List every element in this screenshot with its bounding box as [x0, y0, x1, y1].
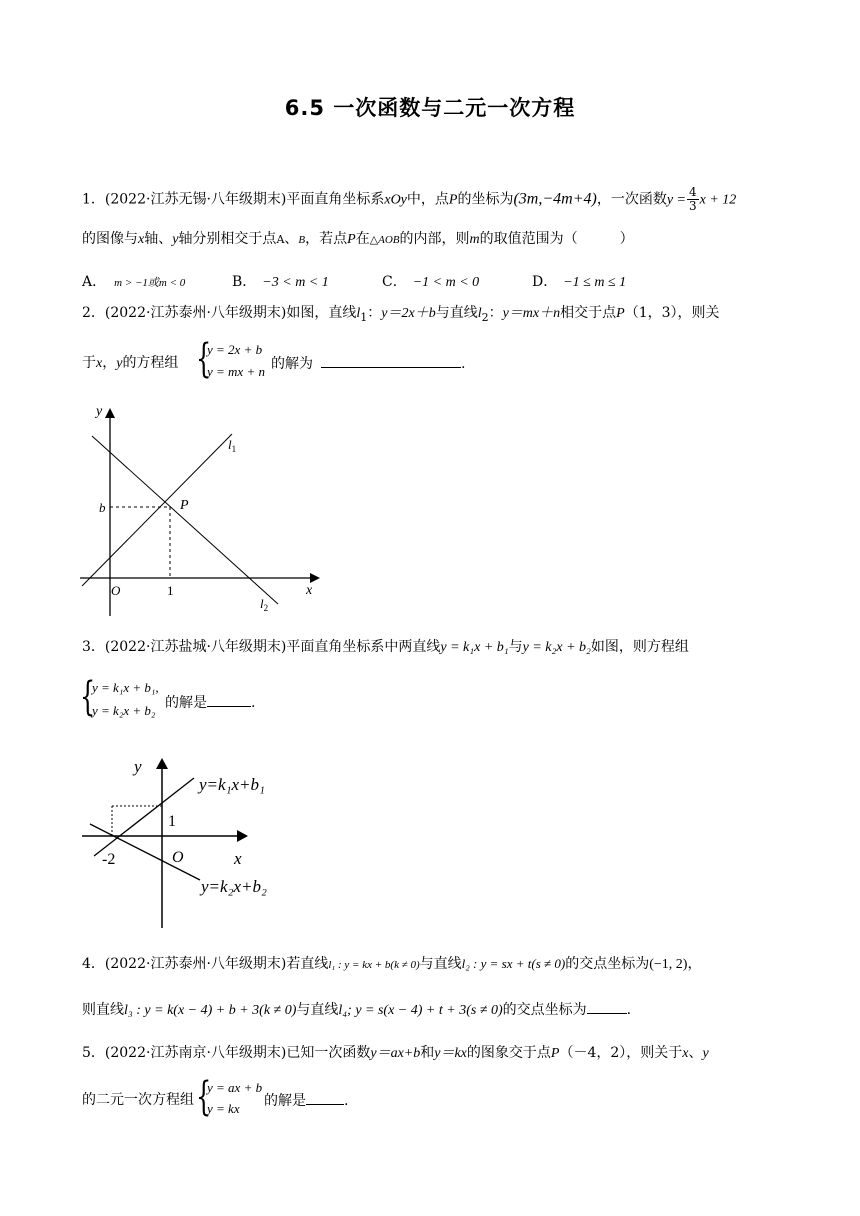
question-1-line-2: [82, 229, 634, 250]
q1-frac-num: 4: [689, 185, 697, 199]
q1-text: 在: [355, 231, 370, 247]
question-4-line-2: [82, 999, 631, 1021]
q1-point: P: [448, 192, 458, 208]
option-text: −1 < m < 0: [412, 275, 480, 290]
question-3-line-1: [82, 637, 689, 658]
q2-text: 的方程组: [122, 355, 179, 371]
q4-l3: l₃ : y = k(x − 4) + b + 3(k ≠ 0): [124, 1003, 297, 1018]
q3-text: 与: [508, 639, 523, 655]
q1-y: y: [172, 232, 179, 247]
q3-answer-blank[interactable]: [207, 692, 251, 707]
q1-point-p: P: [347, 232, 356, 247]
fig2-line-1: [94, 778, 194, 856]
fig1-l2-label: [260, 596, 268, 613]
q2-text: ，: [102, 355, 117, 371]
fig2-eq2-label: y=k₂x+b₂: [201, 877, 267, 896]
q5-eq2: y＝kx: [434, 1046, 467, 1061]
option-label: D．: [532, 274, 558, 290]
q1-text: 的图像与: [82, 231, 138, 247]
q1-text: 的内部，则: [399, 231, 470, 247]
q2-point-p: P: [616, 306, 625, 321]
q2-text: 相交于点: [560, 305, 617, 321]
q1-option-b: [232, 271, 329, 291]
q2-text: ：: [488, 305, 503, 321]
q1-text: 、: [284, 231, 299, 247]
q2-l1-sub: 1: [360, 310, 368, 324]
fig2-y-arrow: [156, 758, 168, 769]
q2-text: .: [461, 356, 466, 372]
fig1-l2-letter: l: [260, 596, 264, 611]
q4-text: ，: [687, 956, 702, 972]
q2-text: 于: [82, 355, 96, 371]
q1-lead: 1．(2022·江苏无锡·八年级期末)平面直角坐标系: [82, 191, 385, 208]
q5-system-eq1: y = ax + b: [207, 1080, 263, 1095]
q2-lead: 2．(2022·江苏泰州·八年级期末)如图，直线: [82, 305, 357, 321]
q3-eq1: y = k₁x + b₁: [440, 640, 509, 655]
fig1-l1-sub: 1: [231, 444, 237, 454]
q1-text: 的取值范围为（ ）: [479, 231, 634, 247]
q1-func-rhs: x + 12: [699, 192, 737, 208]
q4-l2: l₂ : y = sx + t(s ≠ 0): [461, 956, 566, 971]
q3-answer-line: [165, 692, 255, 713]
fig2-y-label: y: [134, 757, 142, 776]
q4-text: 的交点坐标为: [565, 956, 650, 972]
q1-text: ，一次函数: [596, 191, 667, 208]
fig2-origin-label: O: [172, 849, 184, 866]
q1-triangle: △AOB: [369, 234, 400, 246]
q4-answer-blank[interactable]: [587, 999, 627, 1014]
q5-y: y: [702, 1046, 709, 1061]
fig1-b-label: b: [99, 500, 106, 515]
q3-text: 的解是: [165, 695, 207, 711]
q2-answer-blank[interactable]: [321, 353, 461, 368]
q2-y: y: [116, 356, 123, 371]
q5-answer-line: [264, 1090, 348, 1111]
option-label: A．: [82, 274, 107, 290]
q1-frac-den: 3: [689, 199, 697, 213]
q4-text: .: [626, 1002, 632, 1018]
fig1-line-l2: [92, 436, 278, 604]
q2-text: ：: [367, 305, 382, 321]
figure-1-graph: [78, 398, 328, 618]
option-text: −1 ≤ m ≤ 1: [563, 275, 627, 290]
question-2-line-1: [82, 303, 720, 328]
q4-text: 则直线: [82, 1002, 124, 1018]
q3-text: .: [251, 695, 256, 711]
q3-text: 如图，则方程组: [590, 639, 689, 655]
fig2-x-label: x: [234, 849, 242, 868]
q5-text: 的图象交于点: [466, 1045, 551, 1061]
q1-option-d: [532, 271, 626, 291]
fig1-x-label: x: [306, 583, 313, 598]
q2-system-eq2: y = mx + n: [207, 364, 265, 379]
fig1-one-label: 1: [167, 583, 174, 598]
q2-text: 的解为: [271, 356, 313, 372]
q1-text: 的坐标为: [457, 191, 514, 208]
q3-brace: {: [80, 674, 96, 720]
q1-fraction: [687, 186, 699, 213]
fig1-y-label: y: [96, 404, 103, 419]
q2-answer-line: [271, 353, 465, 374]
q2-eq1: y＝2x＋b: [381, 306, 436, 321]
fig2-x-arrow: [237, 830, 248, 842]
option-text: m > −1或m < 0: [114, 277, 186, 289]
q2-l2: l: [477, 306, 482, 321]
page-title: 6.5 一次函数与二元一次方程: [284, 96, 576, 120]
q2-x: x: [96, 356, 103, 371]
q5-eq1: y＝ax+b: [370, 1046, 421, 1061]
q5-text: 的二元一次方程组: [82, 1092, 194, 1108]
fig2-one-label: 1: [168, 813, 176, 830]
q1-point-a: A: [276, 233, 285, 246]
q5-x: x: [682, 1046, 689, 1061]
fig1-l1-letter: l: [228, 437, 232, 452]
q4-text: 与直线: [296, 1002, 339, 1018]
q5-text: .: [344, 1093, 349, 1109]
q4-l4: l₄; y = s(x − 4) + t + 3(s ≠ 0): [338, 1003, 503, 1018]
figure-2-graph: [82, 752, 302, 932]
q1-text: 轴、: [144, 231, 173, 247]
fig1-x-arrow: [310, 573, 320, 583]
q1-coord: (3m,−4m+4): [513, 190, 597, 208]
q1-func-lhs: y =: [666, 192, 686, 208]
q1-point-b: B: [298, 234, 306, 246]
option-label: B．: [232, 274, 257, 290]
q2-eq2: y＝mx＋n: [502, 306, 561, 321]
q3-system-eq2: y = k₂x + b₂: [92, 703, 156, 718]
fig1-l2-sub: 2: [263, 603, 269, 613]
q1-text: 轴分别相交于点: [178, 231, 277, 247]
q4-text: 的交点坐标为: [502, 1002, 587, 1018]
q1-x: x: [138, 232, 145, 247]
q5-text: （－4，2），则关于: [559, 1045, 683, 1061]
fig2-eq1-label: y=k₁x+b₁: [199, 775, 265, 794]
q2-l1: l: [356, 306, 361, 321]
fig1-p-label: P: [180, 498, 189, 513]
q2-text: （1，3），则关: [624, 305, 720, 321]
q2-text: 与直线: [435, 305, 478, 321]
question-4-line-1: [82, 954, 701, 975]
q4-l1: l₁ : y = kx + b(k ≠ 0): [328, 959, 420, 971]
q1-option-c: [382, 271, 479, 291]
q5-point-p: P: [550, 1046, 560, 1061]
q4-text: 与直线: [419, 956, 462, 972]
question-2-line-2: [82, 353, 178, 374]
question-5-line-2: [82, 1090, 194, 1110]
q5-text: 、: [688, 1045, 703, 1061]
q1-m: m: [469, 232, 480, 247]
q2-brace: {: [196, 336, 212, 382]
q1-text: 中，点: [406, 191, 449, 208]
option-label: C．: [382, 274, 407, 290]
question-1-line-1: [82, 186, 736, 213]
q5-lead: 5．(2022·江苏南京·八年级期末)已知一次函数: [82, 1045, 371, 1061]
fig1-y-arrow: [105, 408, 115, 418]
q2-l2-sub: 2: [481, 310, 489, 324]
q5-text: 的解是: [264, 1093, 306, 1109]
fig2-neg2-label: -2: [102, 851, 116, 868]
q5-answer-blank[interactable]: [306, 1090, 344, 1105]
q1-text: ，若点: [305, 231, 348, 247]
q4-lead: 4．(2022·江苏泰州·八年级期末)若直线: [82, 956, 329, 972]
fig1-origin-label: O: [111, 583, 121, 598]
q4-point: (−1, 2): [649, 957, 688, 972]
fig1-l1-label: [228, 437, 236, 454]
q3-lead: 3．(2022·江苏盐城·八年级期末)平面直角坐标系中两直线: [82, 639, 441, 655]
question-5-line-1: [82, 1043, 709, 1064]
q5-text: 和: [420, 1045, 435, 1061]
q3-system-eq1: y = k₁x + b₁,: [92, 680, 159, 695]
q2-system-eq1: y = 2x + b: [207, 342, 263, 357]
q1-option-a: [82, 271, 185, 291]
q3-eq2: y = k₂x + b₂: [522, 640, 591, 655]
q5-brace: {: [196, 1074, 212, 1120]
q1-sys-name: xOy: [384, 192, 407, 208]
q5-system-eq2: y = kx: [207, 1101, 240, 1116]
option-text: −3 < m < 1: [262, 275, 329, 290]
